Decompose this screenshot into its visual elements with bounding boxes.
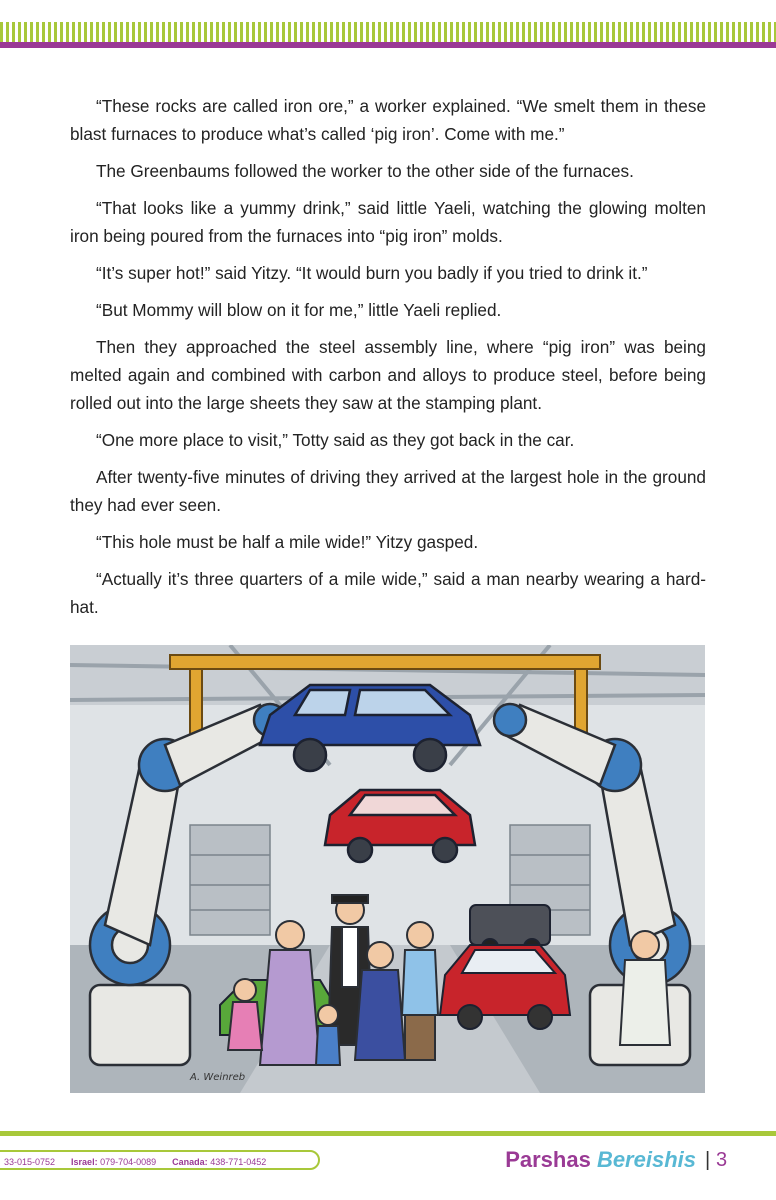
- parsha-name: Bereishis: [596, 1147, 696, 1172]
- title-separator: |: [705, 1149, 711, 1171]
- footer-contact-box: [0, 1150, 320, 1170]
- header-tick-stripe: [0, 22, 776, 42]
- factory-scene: [70, 645, 705, 1093]
- story-text: [70, 92, 706, 630]
- paragraph: “One more place to visit,” Totty said as they got back in the car.: [96, 430, 575, 450]
- paragraph: “This hole must be half a mile wide!” Yitzy gasped.: [96, 532, 479, 552]
- paragraph: Then they approached the steel assembly line, where “pig iron” was being melted again and combined with carbon and alloys to produce steel, before being rolled out into the large sheets they saw at the stamping plant.: [70, 337, 706, 413]
- paragraph: After twenty-five minutes of driving they arrived at the largest hole in the ground they had ever seen.: [70, 467, 706, 515]
- contact-number: 079-704-0089: [100, 1157, 157, 1167]
- contact-number: 438-771-0452: [210, 1157, 267, 1167]
- page-number: 3: [716, 1149, 728, 1171]
- header-purple-bar: [0, 42, 776, 48]
- footer-green-bar: [0, 1131, 776, 1136]
- paragraph: “These rocks are called iron ore,” a worker explained. “We smelt them in these blast furnaces to produce what’s called ‘pig iron’. Come with me.”: [70, 96, 706, 144]
- paragraph: “Actually it’s three quarters of a mile wide,” said a man nearby wearing a hard-hat.: [70, 569, 706, 617]
- paragraph: “That looks like a yummy drink,” said little Yaeli, watching the glowing molten iron being poured from the furnaces into “pig iron” molds.: [70, 198, 706, 246]
- paragraph: “But Mommy will blow on it for me,” little Yaeli replied.: [96, 300, 502, 320]
- paragraph: The Greenbaums followed the worker to the other side of the furnaces.: [96, 161, 634, 181]
- parsha-title: [505, 1146, 696, 1174]
- paragraph: “It’s super hot!” said Yitzy. “It would burn you badly if you tried to drink it.”: [96, 263, 648, 283]
- parsha-word: Parshas: [505, 1147, 591, 1172]
- contact-number: 33-015-0752: [4, 1157, 56, 1167]
- contact-label: Canada:: [172, 1157, 208, 1167]
- artist-signature: A. Weinreb: [190, 1072, 246, 1083]
- contact-label: Israel:: [71, 1157, 98, 1167]
- factory-illustration: [70, 645, 705, 1093]
